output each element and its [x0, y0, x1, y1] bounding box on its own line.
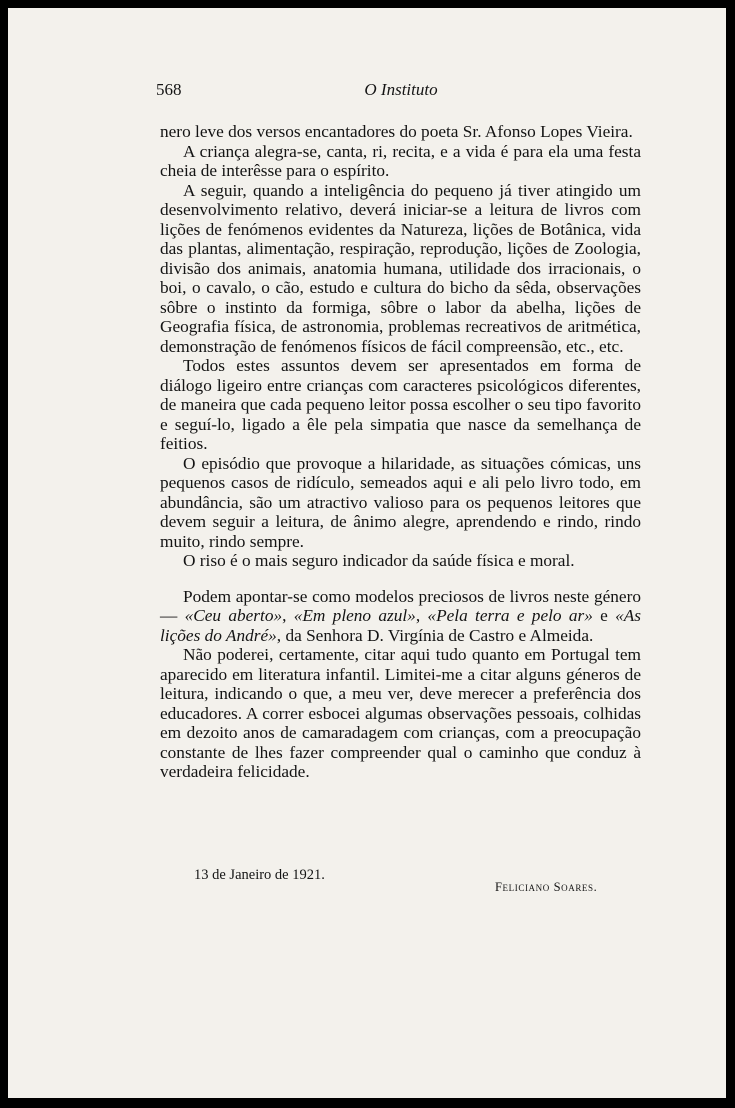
paragraph-model-books — [160, 587, 641, 646]
book-title-em-pleno-azul: «Em pleno azul» — [293, 606, 416, 625]
paragraph-dialogue-form: Todos estes assuntos devem ser apresentados em forma de diálogo ligeiro entre crianças com caracteres psicológicos diferentes, de maneira que cada pequeno leitor possa escolher o seu tipo favorito e seguí-lo, ligado a êle pela simpatia que nasce da semelhança de feitios. — [160, 356, 641, 453]
date-line: 13 de Janeiro de 1921. — [194, 867, 325, 883]
book-title-licoes-do-andre: «As lições do André» — [160, 606, 642, 645]
models-tail: , da Senhora D. Virgínia de Castro e Almeida. — [276, 625, 594, 645]
paragraph-closing: Não poderei, certamente, citar aqui tudo quanto em Portugal tem aparecido em literatura infantil. Limitei-me a citar alguns géneros de leitura, indicando o que, a meu ver, deve merecer a preferência dos educadores. A correr esbocei algumas observações pessoais, colhidas em dezoito anos de camaradagem com crianças, com a preocupação constante de lhes fazer compreender qual o caminho que conduz à verdadeira felicidade. — [160, 645, 641, 781]
running-head — [156, 80, 646, 106]
paragraph-humour: O episódio que provoque a hilaridade, as situações cómicas, uns pequenos casos de ridículo, semeados aqui e ali pelo livro todo, em abundância, são um atractivo valioso para os pequenos leitores que devem seguir a leitura, de ânimo alegre, aprendendo e rindo, rindo muito, rindo sempre. — [160, 453, 641, 551]
models-separator: e — [592, 606, 616, 625]
paragraph-reading-topics: A seguir, quando a inteligência do pequeno já tiver atingido um desenvolvimento relativo, deverá iniciar-se a leitura de livros com lições de fenómenos evidentes da Natureza, lições de Botânica, vida das plantas, alimentação, respiração, reprodução, lições de Zoologia, divisão dos animais, anatomia humana, utilidade dos irracionais, o boi, o cavalo, o cão, estudo e cultura do bicho da sêda, observações sôbre o instinto da formiga, sôbre o labor da abelha, lições de Geografia física, de astronomia, problemas recreativos de aritmética, demonstração de fenómenos físicos de fácil compreensão, etc., etc. — [160, 180, 641, 356]
author-signature: Feliciano Soares. — [495, 880, 598, 894]
models-separator: , — [415, 606, 428, 625]
paragraph-child-joy: A criança alegra-se, canta, ri, recita, e a vida é para ela uma festa cheia de interêsse para o espírito. — [160, 141, 641, 180]
models-lead: Podem apontar-se como modelos preciosos de livros neste género — — [160, 586, 641, 625]
book-title-ceu-aberto: «Ceu aberto» — [184, 606, 283, 625]
paragraph-continuation: nero leve dos versos encantadores do poeta Sr. Afonso Lopes Vieira. — [160, 122, 633, 141]
journal-title: O Instituto — [364, 80, 438, 99]
models-separator: , — [282, 606, 294, 625]
page-number: 568 — [156, 80, 182, 99]
paragraph-laughter: O riso é o mais seguro indicador da saúde física e moral. — [183, 551, 575, 570]
book-title-pela-terra: «Pela terra e pelo ar» — [427, 606, 593, 625]
article-body — [160, 122, 641, 782]
scanned-page — [8, 8, 726, 1098]
